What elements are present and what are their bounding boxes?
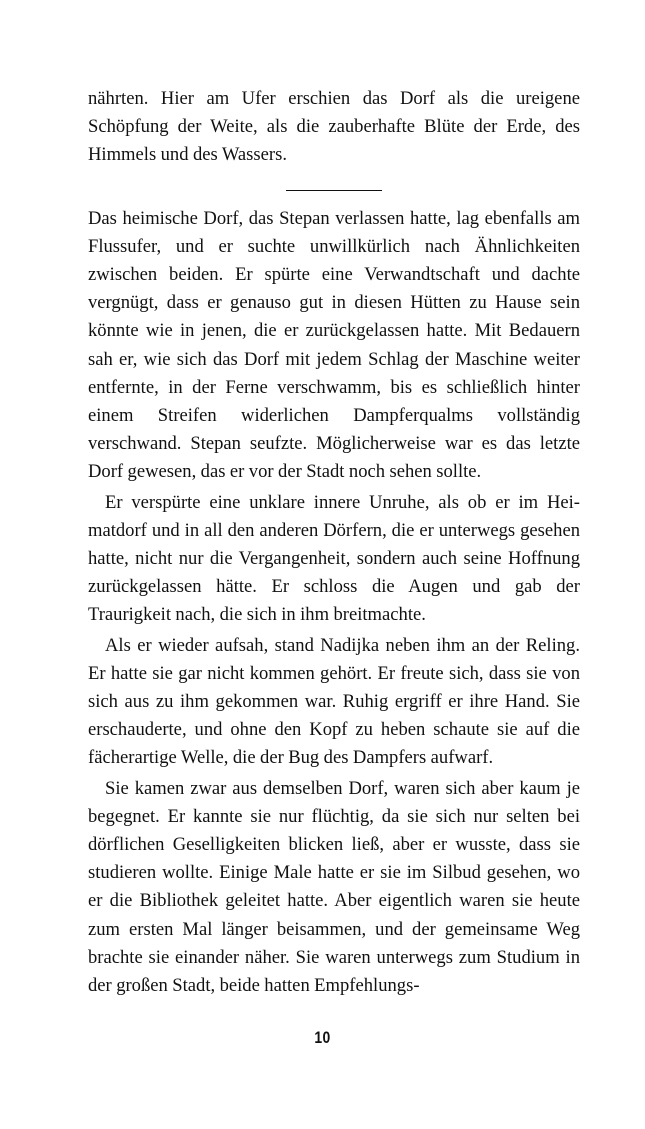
paragraph: Das heimische Dorf, das Stepan verlassen hatte, lag ebenfalls am Flussufer, und er suchte unwillkürlich nach Ähnlichkeiten zwischen beiden. Er spürte eine Verwandtschaft und dachte vergnügt, dass er genauso gut in diesen Hütten zu Hause sein könnte wie in jenen, die er zurückgelassen hatte. Mit Bedauern sah er, wie sich das Dorf mit jedem Schlag der Maschine weiter entfernte, in der Ferne verschwamm, bis es schließlich hinter einem Streifen widerlichen Dampferqualms vollständig verschwand. Stepan seufzte. Möglicherweise war es das letzte Dorf gewesen, das er vor der Stadt noch sehen sollte. — [88, 207, 580, 483]
page-number: 10 — [314, 1028, 331, 1047]
section-divider — [286, 190, 382, 191]
paragraph: Als er wieder aufsah, stand Nadijka neben ihm an der Reling. Er hatte sie gar nicht kommen gehört. Er freute sich, dass sie von sich aus zu ihm gekommen war. Ruhig ergriff er ihre Hand. Sie erschauderte, und ohne den Kopf zu heben schaute sie auf die fächerartige Welle, die der Bug des Dampfers aufwarf. — [88, 634, 580, 769]
book-page — [88, 85, 580, 1000]
paragraph: Er verspürte eine unklare innere Unruhe, als ob er im Heimatdorf und in all den anderen Dörfern, die er unterwegs gesehen hatte, nicht nur die Vergangenheit, sondern auch seine Hoffnung zurückgelassen hätte. Er schloss die Augen und gab der Traurigkeit nach, die sich in ihm breitmachte. — [88, 491, 580, 626]
paragraph: Sie kamen zwar aus demselben Dorf, waren sich aber kaum je begegnet. Er kannte sie nur flüchtig, da sie sich nur selten bei dörflichen Geselligkeiten blicken ließ, aber er wusste, dass sie studieren wollte. Einige Male hatte er sie im Silbud gesehen, wo er die Bibliothek geleitet hatte. Aber eigentlich waren sie heute zum ersten Mal länger beisammen, und der gemeinsame Weg brachte sie einander näher. Sie waren unterwegs zum Studium in der großen Stadt, beide hatten Empfehlungs- — [88, 777, 580, 997]
paragraph: nährten. Hier am Ufer erschien das Dorf als die ureigene Schöpfung der Weite, als die zauberhafte Blüte der Erde, des Himmels und des Wassers. — [88, 88, 580, 166]
